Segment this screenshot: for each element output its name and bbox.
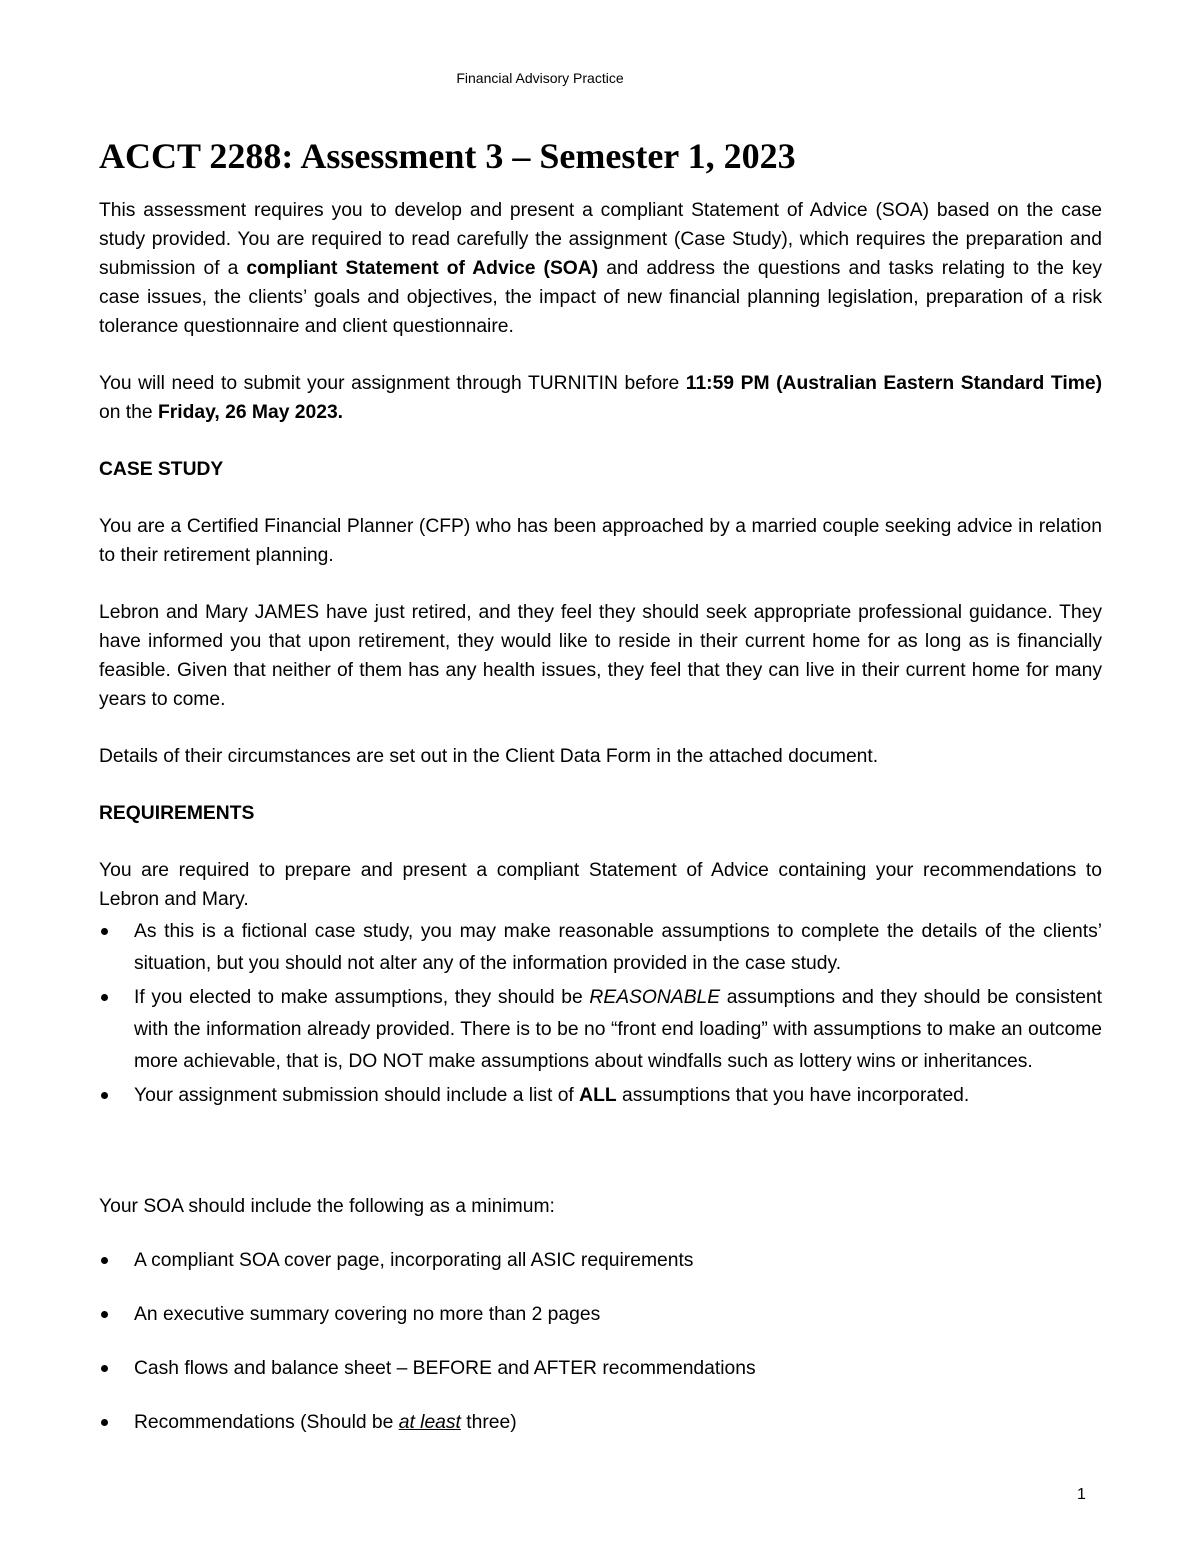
bullet-icon bbox=[101, 994, 108, 1001]
page-header: Financial Advisory Practice bbox=[456, 70, 624, 86]
intro-paragraph bbox=[99, 196, 1102, 341]
requirement-text: If you elected to make assumptions, they should be bbox=[134, 987, 590, 1008]
list-item bbox=[99, 1408, 1102, 1437]
submission-text-2: on the bbox=[99, 402, 158, 423]
requirement-text: Your assignment submission should include a list of bbox=[134, 1085, 580, 1106]
soa-intro: Your SOA should include the following as a minimum: bbox=[99, 1196, 555, 1217]
document-title: ACCT 2288: Assessment 3 – Semester 1, 2023 bbox=[99, 136, 796, 176]
soa-item-emphasis: at least bbox=[398, 1412, 461, 1433]
bullet-icon bbox=[101, 1311, 108, 1318]
requirement-text: As this is a fictional case study, you may make reasonable assumptions to complete the details of the clients’ situation, but you should not alter any of the information provided in the case study. bbox=[134, 921, 1102, 974]
submission-date: Friday, 26 May 2023. bbox=[157, 402, 344, 423]
requirements-intro: You are required to prepare and present a compliant Statement of Advice containing your recommendations to Lebron and Mary. bbox=[99, 860, 1102, 910]
intro-bold-soa: compliant Statement of Advice (SOA) bbox=[246, 258, 599, 279]
case-study-paragraph-2: Lebron and Mary JAMES have just retired, and they feel they should seek appropriate professional guidance. They have informed you that upon retirement, they would like to reside in their current home for as long as is financially feasible. Given that neither of them has any health issues, they feel that they can live in their current home for many years to come. bbox=[99, 602, 1102, 710]
list-item bbox=[99, 1246, 1102, 1275]
submission-deadline: 11:59 PM (Australian Eastern Standard Time) bbox=[685, 373, 1102, 394]
requirement-text: assumptions and they should be consistent with the information already provided. There is to be no “front end loading” with assumptions to make an outcome more achievable, that is, DO NOT make assumptions about windfalls such as lottery wins or inheritances. bbox=[134, 987, 1102, 1072]
requirement-text: assumptions that you have incorporated. bbox=[616, 1085, 970, 1106]
bullet-icon bbox=[101, 928, 108, 935]
requirement-emphasis: REASONABLE bbox=[589, 987, 721, 1008]
submission-text-1: You will need to submit your assignment through TURNITIN before bbox=[99, 373, 686, 394]
requirement-bold: ALL bbox=[579, 1085, 617, 1106]
intro-text-1: This assessment requires you to develop and present a compliant Statement of Advice (SOA) based on the case study provided. You are required to read carefully the assignment (Case Study), which requires the preparation and submission of a bbox=[99, 200, 1102, 279]
list-item bbox=[99, 982, 1102, 1078]
soa-item-text: An executive summary covering no more than 2 pages bbox=[134, 1304, 601, 1325]
bullet-icon bbox=[101, 1365, 108, 1372]
submission-paragraph bbox=[99, 369, 1102, 427]
bullet-icon bbox=[101, 1257, 108, 1264]
requirements-heading: REQUIREMENTS bbox=[99, 803, 255, 824]
soa-minimum-list bbox=[99, 1246, 1102, 1437]
list-item bbox=[99, 1300, 1102, 1329]
soa-item-text: three) bbox=[460, 1412, 517, 1433]
page-number: 1 bbox=[1077, 1486, 1086, 1503]
list-item bbox=[99, 1080, 1102, 1112]
case-study-paragraph-3: Details of their circumstances are set out in the Client Data Form in the attached document. bbox=[99, 746, 879, 767]
list-item bbox=[99, 916, 1102, 980]
intro-text-2: and address the questions and tasks relating to the key case issues, the clients’ goals and objectives, the impact of new financial planning legislation, preparation of a risk tolerance questionnaire and client questionnaire. bbox=[99, 258, 1102, 337]
soa-item-text: Cash flows and balance sheet – BEFORE and AFTER recommendations bbox=[134, 1358, 756, 1379]
list-item bbox=[99, 1354, 1102, 1383]
case-study-heading: CASE STUDY bbox=[99, 459, 224, 480]
bullet-icon bbox=[101, 1419, 108, 1426]
document-body bbox=[99, 136, 1102, 1437]
soa-item-text: Recommendations (Should be bbox=[134, 1412, 399, 1433]
requirements-list bbox=[99, 916, 1102, 1112]
soa-item-text: A compliant SOA cover page, incorporating all ASIC requirements bbox=[134, 1250, 694, 1271]
case-study-paragraph-1: You are a Certified Financial Planner (CFP) who has been approached by a married couple seeking advice in relation to their retirement planning. bbox=[99, 516, 1102, 566]
bullet-icon bbox=[101, 1092, 108, 1099]
